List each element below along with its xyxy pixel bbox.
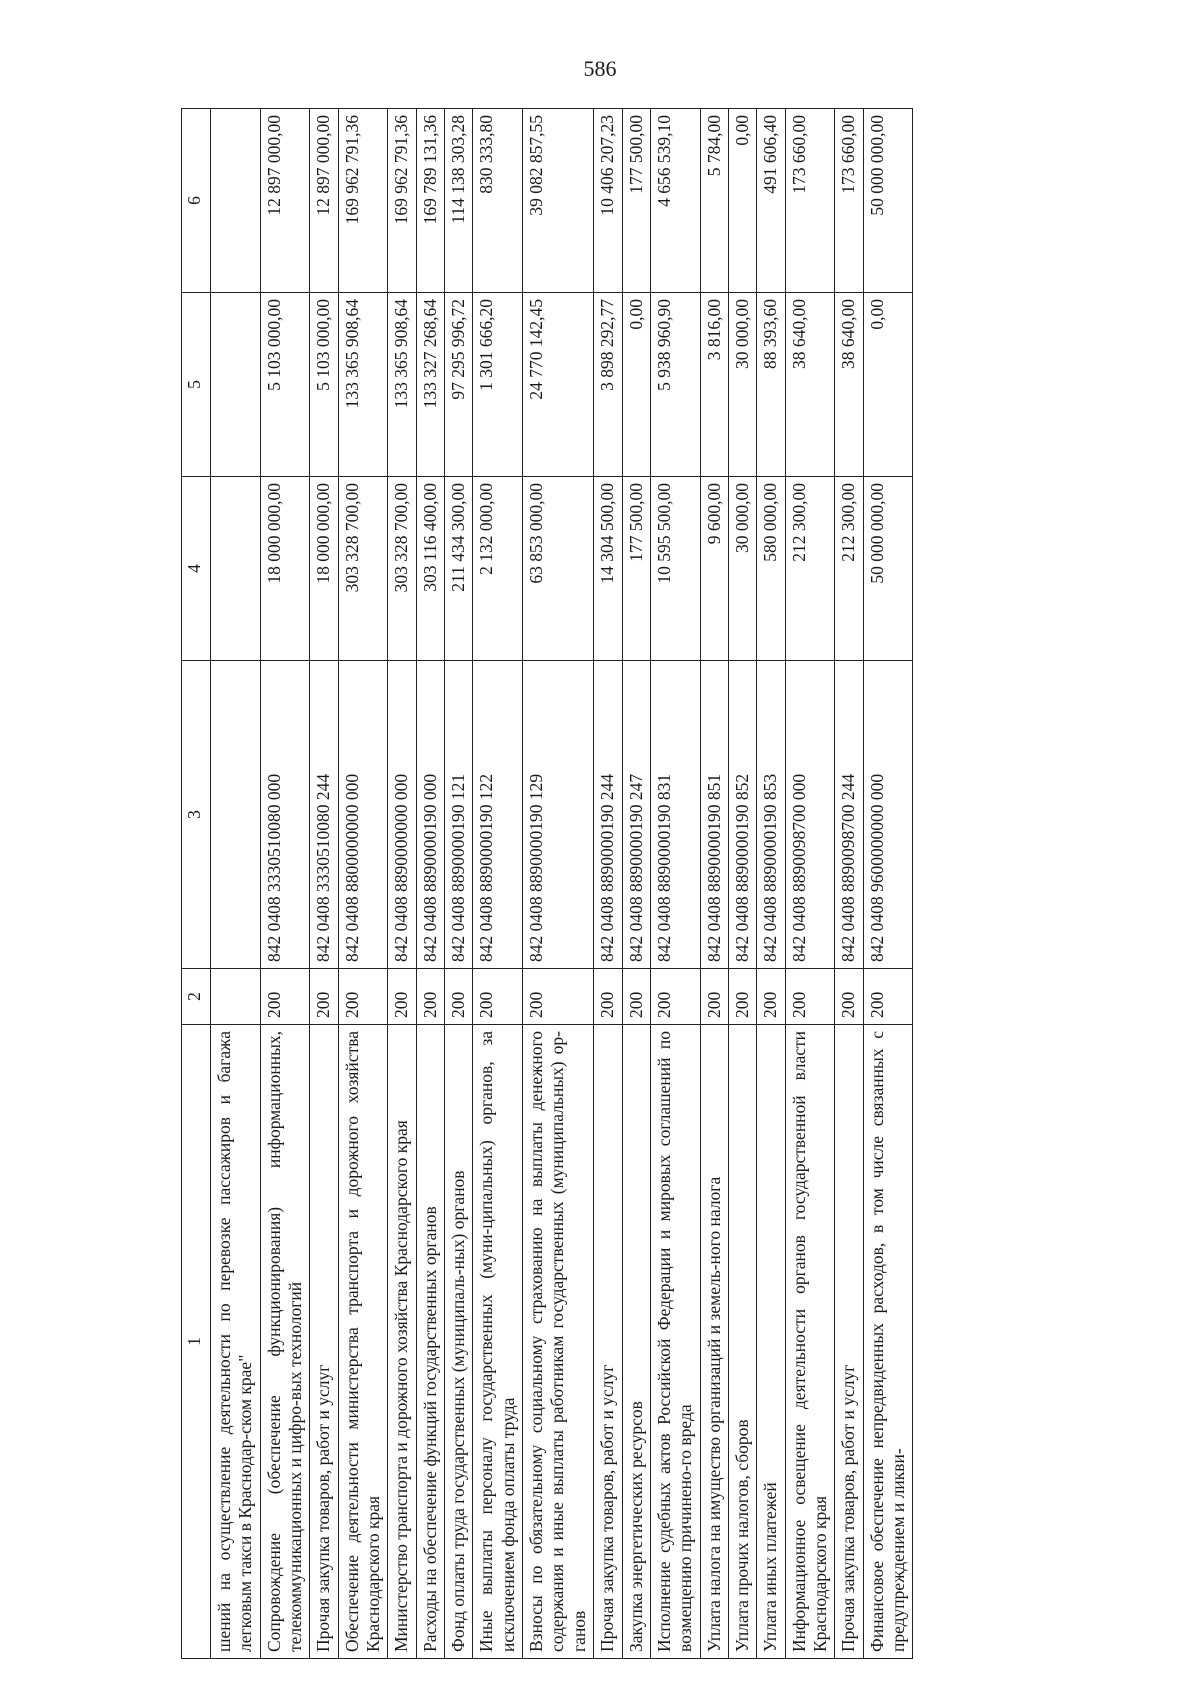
- rotated-table-container: [181, 109, 1131, 1659]
- row-line-code: 200: [700, 969, 728, 1025]
- row-approved-amount: [211, 477, 261, 661]
- row-line-code: 200: [523, 969, 594, 1025]
- row-budget-code: 842 0408 8890098700 244: [835, 661, 863, 969]
- table-row: [594, 109, 622, 1659]
- row-executed-amount: [211, 293, 261, 477]
- row-description: Прочая закупка товаров, работ и услуг: [310, 1025, 338, 1659]
- table-row: [211, 109, 261, 1659]
- table-row: [835, 109, 863, 1659]
- row-budget-code: 842 0408 9600000000 000: [863, 661, 913, 969]
- header-col-6: 6: [182, 109, 211, 293]
- table-row: [388, 109, 416, 1659]
- table-row: [622, 109, 650, 1659]
- row-description: Уплата прочих налогов, сборов: [728, 1025, 756, 1659]
- table-row: [863, 109, 913, 1659]
- row-remaining-amount: 830 333,80: [473, 109, 523, 293]
- row-remaining-amount: 169 789 131,36: [416, 109, 444, 293]
- row-description: Уплата налога на имущество организаций и земель-ного налога: [700, 1025, 728, 1659]
- row-remaining-amount: 169 962 791,36: [338, 109, 388, 293]
- row-executed-amount: 88 393,60: [757, 293, 785, 477]
- row-remaining-amount: 5 784,00: [700, 109, 728, 293]
- row-approved-amount: 10 595 500,00: [650, 477, 700, 661]
- row-description: Финансовое обеспечение непредвиденных расходов, в том числе связанных с предупреждением и ликви-: [863, 1025, 913, 1659]
- row-budget-code: 842 0408 8890000190 852: [728, 661, 756, 969]
- row-description: Фонд оплаты труда государственных (муниципаль-ных) органов: [445, 1025, 473, 1659]
- row-remaining-amount: 173 660,00: [785, 109, 835, 293]
- row-description: Взносы по обязательному социальному страхованию на выплаты денежного содержания и иные выплаты работникам государственных (муниципальных) ор-ганов: [523, 1025, 594, 1659]
- header-col-2: 2: [182, 969, 211, 1025]
- header-col-1: 1: [182, 1025, 211, 1659]
- row-budget-code: 842 0408 8800000000 000: [338, 661, 388, 969]
- row-approved-amount: 212 300,00: [785, 477, 835, 661]
- row-line-code: 200: [650, 969, 700, 1025]
- row-executed-amount: 133 327 268,64: [416, 293, 444, 477]
- row-remaining-amount: 169 962 791,36: [388, 109, 416, 293]
- row-budget-code: 842 0408 8890000190 129: [523, 661, 594, 969]
- row-remaining-amount: 491 606,40: [757, 109, 785, 293]
- table-row: [523, 109, 594, 1659]
- table-body: [211, 109, 913, 1659]
- row-budget-code: 842 0408 8890098700 000: [785, 661, 835, 969]
- row-approved-amount: 303 328 700,00: [338, 477, 388, 661]
- row-description: Прочая закупка товаров, работ и услуг: [594, 1025, 622, 1659]
- row-description: Сопровождение (обеспечение функционирования) информационных, телекоммуникационных и цифро-вых технологий: [260, 1025, 310, 1659]
- row-description: Прочая закупка товаров, работ и услуг: [835, 1025, 863, 1659]
- row-approved-amount: 580 000,00: [757, 477, 785, 661]
- row-remaining-amount: 0,00: [728, 109, 756, 293]
- table-row: [473, 109, 523, 1659]
- row-executed-amount: 3 898 292,77: [594, 293, 622, 477]
- row-budget-code: 842 0408 8890000000 000: [388, 661, 416, 969]
- row-approved-amount: 303 328 700,00: [388, 477, 416, 661]
- header-col-4: 4: [182, 477, 211, 661]
- row-approved-amount: 303 116 400,00: [416, 477, 444, 661]
- row-line-code: 200: [260, 969, 310, 1025]
- row-description: Закупка энергетических ресурсов: [622, 1025, 650, 1659]
- row-executed-amount: 0,00: [622, 293, 650, 477]
- row-line-code: 200: [473, 969, 523, 1025]
- row-description: Уплата иных платежей: [757, 1025, 785, 1659]
- row-line-code: 200: [338, 969, 388, 1025]
- row-description: Информационное освещение деятельности органов государственной власти Краснодарского края: [785, 1025, 835, 1659]
- row-executed-amount: 24 770 142,45: [523, 293, 594, 477]
- table-row: [700, 109, 728, 1659]
- row-executed-amount: 5 103 000,00: [310, 293, 338, 477]
- row-approved-amount: 211 434 300,00: [445, 477, 473, 661]
- row-line-code: 200: [594, 969, 622, 1025]
- row-budget-code: [211, 661, 261, 969]
- row-approved-amount: 50 000 000,00: [863, 477, 913, 661]
- row-executed-amount: 133 365 908,64: [338, 293, 388, 477]
- row-executed-amount: 38 640,00: [785, 293, 835, 477]
- row-executed-amount: 5 938 960,90: [650, 293, 700, 477]
- row-remaining-amount: 4 656 539,10: [650, 109, 700, 293]
- row-remaining-amount: 173 660,00: [835, 109, 863, 293]
- row-executed-amount: 0,00: [863, 293, 913, 477]
- row-description: шений на осуществление деятельности по перевозке пассажиров и багажа легковым такси в Краснодар-ском крае": [211, 1025, 261, 1659]
- row-approved-amount: 177 500,00: [622, 477, 650, 661]
- row-remaining-amount: 50 000 000,00: [863, 109, 913, 293]
- row-remaining-amount: [211, 109, 261, 293]
- row-executed-amount: 133 365 908,64: [388, 293, 416, 477]
- row-budget-code: 842 0408 3330510080 244: [310, 661, 338, 969]
- row-remaining-amount: 12 897 000,00: [260, 109, 310, 293]
- table-row: [310, 109, 338, 1659]
- row-budget-code: 842 0408 8890000190 121: [445, 661, 473, 969]
- row-budget-code: 842 0408 8890000190 851: [700, 661, 728, 969]
- row-approved-amount: 18 000 000,00: [310, 477, 338, 661]
- row-remaining-amount: 12 897 000,00: [310, 109, 338, 293]
- row-line-code: 200: [785, 969, 835, 1025]
- row-remaining-amount: 39 082 857,55: [523, 109, 594, 293]
- row-budget-code: 842 0408 8890000190 244: [594, 661, 622, 969]
- header-row: [182, 109, 211, 1659]
- row-description: Иные выплаты персоналу государственных (муни-ципальных) органов, за исключением фонда оплаты труда: [473, 1025, 523, 1659]
- row-executed-amount: 1 301 666,20: [473, 293, 523, 477]
- header-col-3: 3: [182, 661, 211, 969]
- row-executed-amount: 3 816,00: [700, 293, 728, 477]
- row-executed-amount: 97 295 996,72: [445, 293, 473, 477]
- row-line-code: 200: [835, 969, 863, 1025]
- row-executed-amount: 38 640,00: [835, 293, 863, 477]
- table-row: [260, 109, 310, 1659]
- row-description: Министерство транспорта и дорожного хозяйства Краснодарского края: [388, 1025, 416, 1659]
- row-budget-code: 842 0408 8890000190 247: [622, 661, 650, 969]
- row-budget-code: 842 0408 8890000190 831: [650, 661, 700, 969]
- row-remaining-amount: 177 500,00: [622, 109, 650, 293]
- row-approved-amount: 9 600,00: [700, 477, 728, 661]
- row-executed-amount: 30 000,00: [728, 293, 756, 477]
- budget-table: [181, 108, 913, 1659]
- row-executed-amount: 5 103 000,00: [260, 293, 310, 477]
- table-row: [785, 109, 835, 1659]
- row-line-code: 200: [388, 969, 416, 1025]
- table-row: [338, 109, 388, 1659]
- row-line-code: [211, 969, 261, 1025]
- row-approved-amount: 212 300,00: [835, 477, 863, 661]
- row-approved-amount: 14 304 500,00: [594, 477, 622, 661]
- row-description: Обеспечение деятельности министерства транспорта и дорожного хозяйства Краснодарского края: [338, 1025, 388, 1659]
- row-line-code: 200: [728, 969, 756, 1025]
- row-budget-code: 842 0408 8890000190 853: [757, 661, 785, 969]
- row-line-code: 200: [863, 969, 913, 1025]
- row-line-code: 200: [757, 969, 785, 1025]
- table-row: [445, 109, 473, 1659]
- page-number: 586: [583, 56, 617, 81]
- row-approved-amount: 63 853 000,00: [523, 477, 594, 661]
- table-row: [416, 109, 444, 1659]
- row-line-code: 200: [310, 969, 338, 1025]
- row-remaining-amount: 114 138 303,28: [445, 109, 473, 293]
- row-remaining-amount: 10 406 207,23: [594, 109, 622, 293]
- table-row: [757, 109, 785, 1659]
- row-line-code: 200: [416, 969, 444, 1025]
- row-approved-amount: 2 132 000,00: [473, 477, 523, 661]
- table-row: [650, 109, 700, 1659]
- table-row: [728, 109, 756, 1659]
- row-budget-code: 842 0408 8890000190 000: [416, 661, 444, 969]
- row-line-code: 200: [445, 969, 473, 1025]
- row-approved-amount: 30 000,00: [728, 477, 756, 661]
- row-approved-amount: 18 000 000,00: [260, 477, 310, 661]
- header-col-5: 5: [182, 293, 211, 477]
- row-description: Исполнение судебных актов Российской Федерации и мировых соглашений по возмещению причинено-го вреда: [650, 1025, 700, 1659]
- row-budget-code: 842 0408 8890000190 122: [473, 661, 523, 969]
- row-budget-code: 842 0408 3330510080 000: [260, 661, 310, 969]
- row-line-code: 200: [622, 969, 650, 1025]
- row-description: Расходы на обеспечение функций государственных органов: [416, 1025, 444, 1659]
